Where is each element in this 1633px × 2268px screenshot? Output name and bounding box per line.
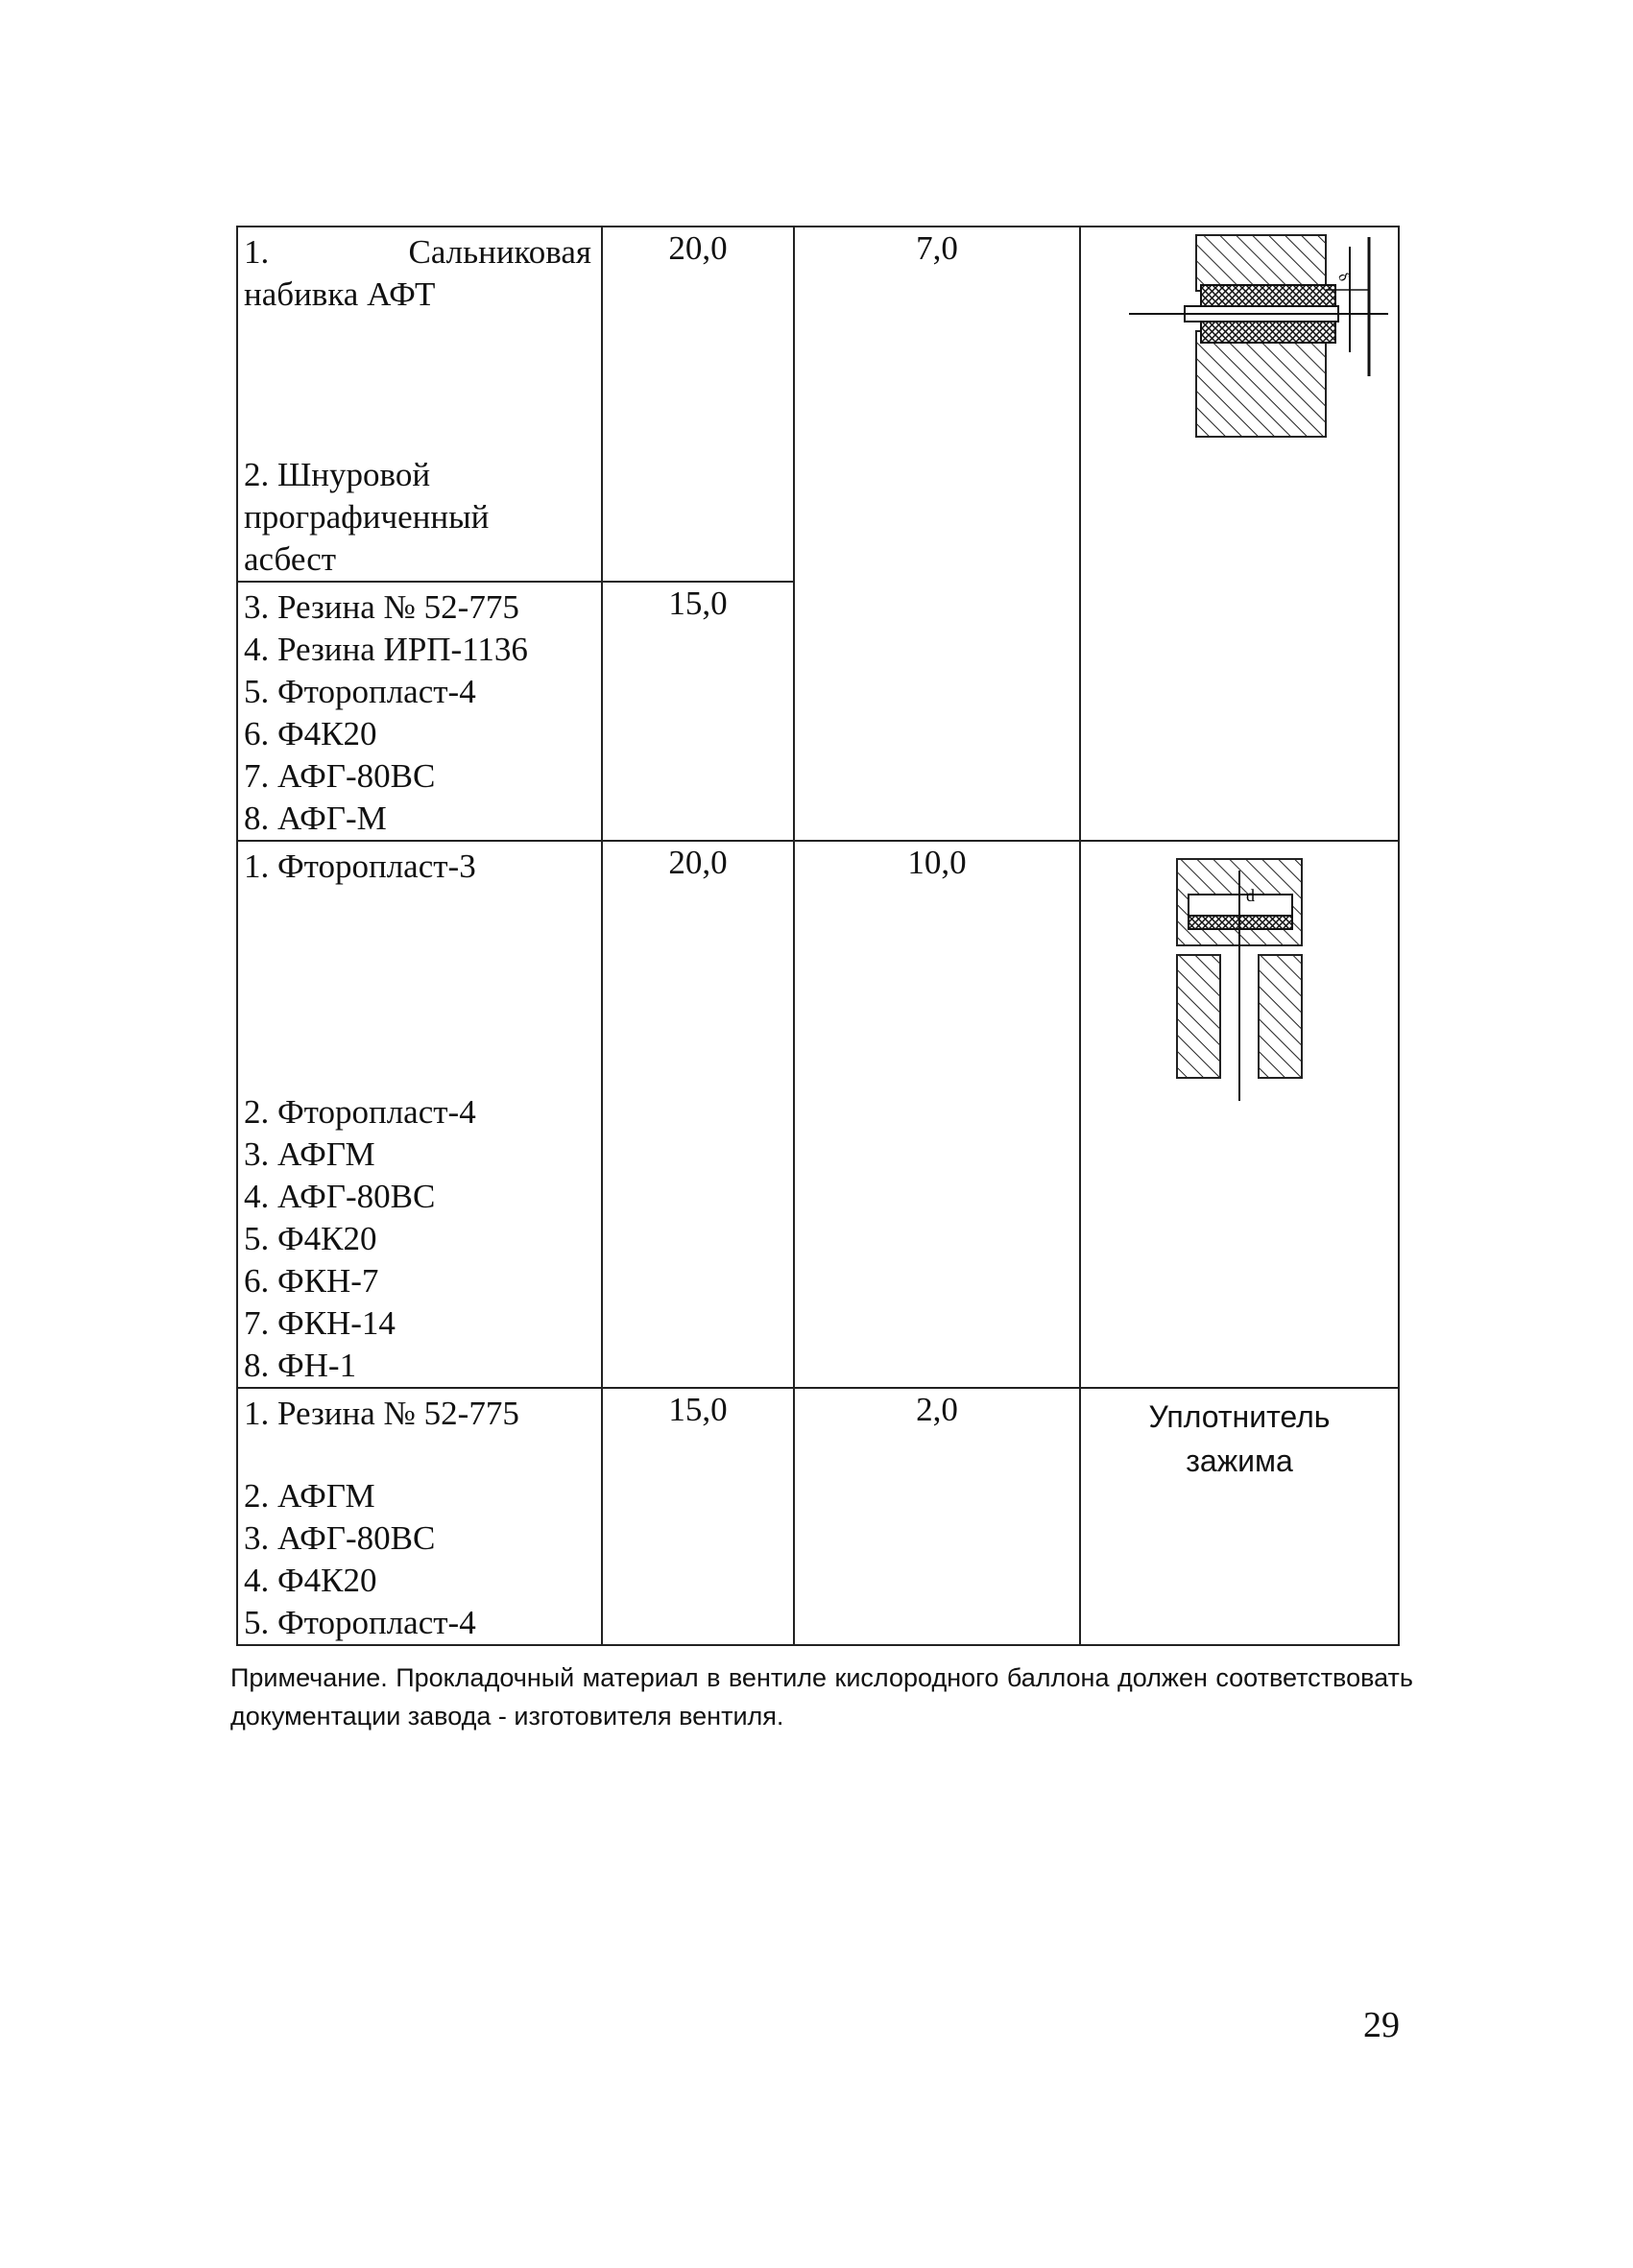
value-cell: 10,0 [794,841,1080,1388]
purpose-text: Уплотнитель [1148,1399,1331,1434]
item-text: 3. АФГМ [244,1135,375,1173]
value-cell: 15,0 [602,582,794,841]
item-text: 1. Резина № 52-775 [244,1395,519,1432]
item-text: 5. Фторопласт-4 [244,1604,476,1641]
flange-seal-drawing-cell [1080,841,1399,1388]
value-cell: 7,0 [794,227,1080,841]
item-text: 4. Резина ИРП-1136 [244,631,528,668]
item-text: 4. АФГ-80ВС [244,1178,436,1215]
materials-cell [237,1388,602,1645]
item-text: 7. ФКН-14 [244,1304,396,1342]
item-text: 2. Шнуровой [244,456,431,493]
item-text: набивка АФТ [244,275,436,313]
materials-cell [237,841,602,1388]
item-text: 1. Фторопласт-3 [244,848,476,885]
item-text: 6. ФКН-7 [244,1262,379,1300]
item-number: 1. [244,233,270,271]
value-cell: 20,0 [602,227,794,582]
table-row [237,1388,1399,1645]
gland-seal-drawing [1081,227,1398,458]
item-text: 3. АФГ-80ВС [244,1519,436,1557]
item-text: 8. ФН-1 [244,1347,357,1384]
table-note: Примечание. Прокладочный материал в вентиле кислородного баллона должен соответствовать документации завода - изготовителя вентиля. [230,1663,1413,1731]
item-text: прографиченный [244,498,490,536]
materials-cell [237,227,602,582]
purpose-text: зажима [1186,1444,1293,1478]
purpose-cell [1080,1388,1399,1645]
value-cell: 15,0 [602,1388,794,1645]
item-text: 2. Фторопласт-4 [244,1093,476,1131]
table-row [237,841,1399,1388]
svg-text:δ: δ [1334,270,1353,285]
item-text: 6. Ф4К20 [244,715,377,752]
item-text: 5. Фторопласт-4 [244,673,476,710]
gland-seal-drawing-cell [1080,227,1399,841]
gasket-materials-table [236,226,1400,1646]
item-text: 2. АФГМ [244,1477,375,1515]
item-text: 3. Резина № 52-775 [244,588,519,626]
item-text: 8. АФГ-М [244,800,387,837]
item-text: 7. АФГ-80ВС [244,757,436,795]
table-row [237,227,1399,582]
page-number: 29 [1363,2005,1400,2045]
flange-seal-drawing [1081,842,1398,1110]
svg-text:d: d [1246,886,1255,905]
value-cell: 2,0 [794,1388,1080,1645]
item-text: Сальниковая [408,233,591,271]
item-text: 4. Ф4К20 [244,1562,377,1599]
value-cell: 20,0 [602,841,794,1388]
materials-cell [237,582,602,841]
item-text: асбест [244,540,337,578]
item-text: 5. Ф4К20 [244,1220,377,1257]
